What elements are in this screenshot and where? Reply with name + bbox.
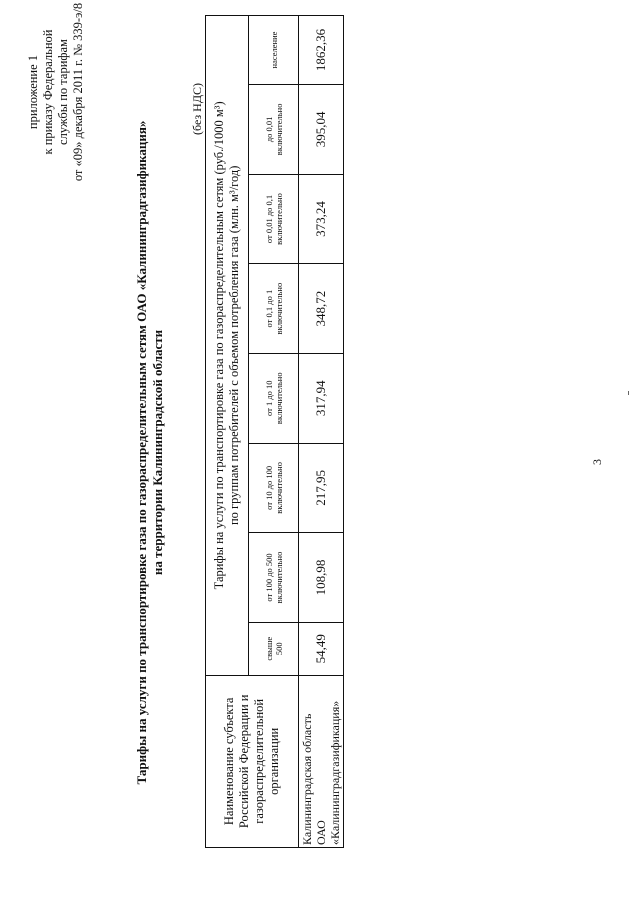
group-header bbox=[249, 443, 299, 533]
title-line-2: на территории Калининградской области bbox=[150, 329, 165, 576]
subject-header-line: организации bbox=[267, 727, 281, 795]
group-header-line-1: от 100 до 500 bbox=[263, 553, 274, 602]
group-header-line-1: от 1 до 10 bbox=[263, 380, 274, 417]
scan-mark bbox=[628, 391, 629, 395]
group-header bbox=[249, 533, 299, 623]
document-title bbox=[134, 0, 166, 905]
subject-name-line-1: Калининградская область bbox=[300, 713, 314, 845]
table-row bbox=[299, 16, 344, 848]
subject-header-line: газораспределительной bbox=[252, 698, 266, 824]
main-header-line-1: Тарифы на услуги по транспортировке газа по газораспределительным сетям (руб./1000 м³) bbox=[212, 101, 226, 590]
tariff-value: 217,95 bbox=[299, 443, 344, 533]
tariff-value: 108,98 bbox=[299, 533, 344, 623]
group-header-line-1: население bbox=[268, 31, 279, 69]
tariff-value: 317,94 bbox=[299, 353, 344, 443]
tariff-value: 54,49 bbox=[299, 622, 344, 675]
group-header-line-1: до 0,01 bbox=[263, 116, 274, 143]
group-header-line-1: от 0,1 до 1 bbox=[263, 289, 274, 328]
tariff-value: 348,72 bbox=[299, 264, 344, 354]
group-header bbox=[249, 16, 299, 85]
group-header-line-2: включительно bbox=[273, 551, 284, 604]
subject-name-line-2: ОАО «Калининградгазификация» bbox=[314, 700, 342, 845]
group-header bbox=[249, 174, 299, 264]
group-header-line-2: включительно bbox=[273, 193, 284, 245]
group-header bbox=[249, 622, 299, 675]
tariff-value: 373,24 bbox=[299, 174, 344, 264]
appendix-line-2: к приказу Федеральной bbox=[41, 29, 55, 155]
tariff-main-header bbox=[206, 16, 249, 676]
tariff-value: 1862,36 bbox=[299, 16, 344, 85]
subject-cell bbox=[299, 675, 344, 847]
group-header-line-2: включительно bbox=[273, 372, 284, 425]
title-line-1: Тарифы на услуги по транспортировке газа по газораспределительным сетям ОАО «Калининградгазификация» bbox=[134, 120, 149, 785]
group-header bbox=[249, 85, 299, 175]
main-header-line-2: по группам потребителей с объемом потребления газа (млн. м³/год) bbox=[227, 165, 241, 526]
group-header-line-1: от 10 до 100 bbox=[263, 465, 274, 510]
appendix-line-4: от «09» декабря 2011 г. № 339-э/8 bbox=[71, 2, 85, 182]
subject-header-line: Наименование субъекта bbox=[222, 697, 236, 826]
group-header-line-2: включительно bbox=[273, 462, 284, 514]
subject-header bbox=[206, 675, 299, 847]
group-header-line-1: свыше bbox=[263, 636, 274, 661]
group-header-line-1: от 0,01 до 0,1 bbox=[263, 194, 274, 244]
appendix-line-3: службы по тарифам bbox=[56, 39, 70, 145]
subject-header-line: Российской Федерации и bbox=[237, 694, 251, 829]
group-header-line-2: включительно bbox=[273, 103, 284, 156]
appendix-block bbox=[26, 0, 86, 192]
group-header-line-2: 500 bbox=[273, 642, 284, 656]
vat-note: (без НДС) bbox=[190, 82, 204, 135]
appendix-line-1: приложение 1 bbox=[26, 54, 40, 130]
group-header-line-2: включительно bbox=[273, 282, 284, 335]
page-number: 3 bbox=[590, 459, 604, 465]
group-header bbox=[249, 353, 299, 443]
tariff-value: 395,04 bbox=[299, 85, 344, 175]
header-row-1 bbox=[206, 16, 249, 848]
group-header bbox=[249, 264, 299, 354]
tariff-table bbox=[205, 15, 344, 848]
